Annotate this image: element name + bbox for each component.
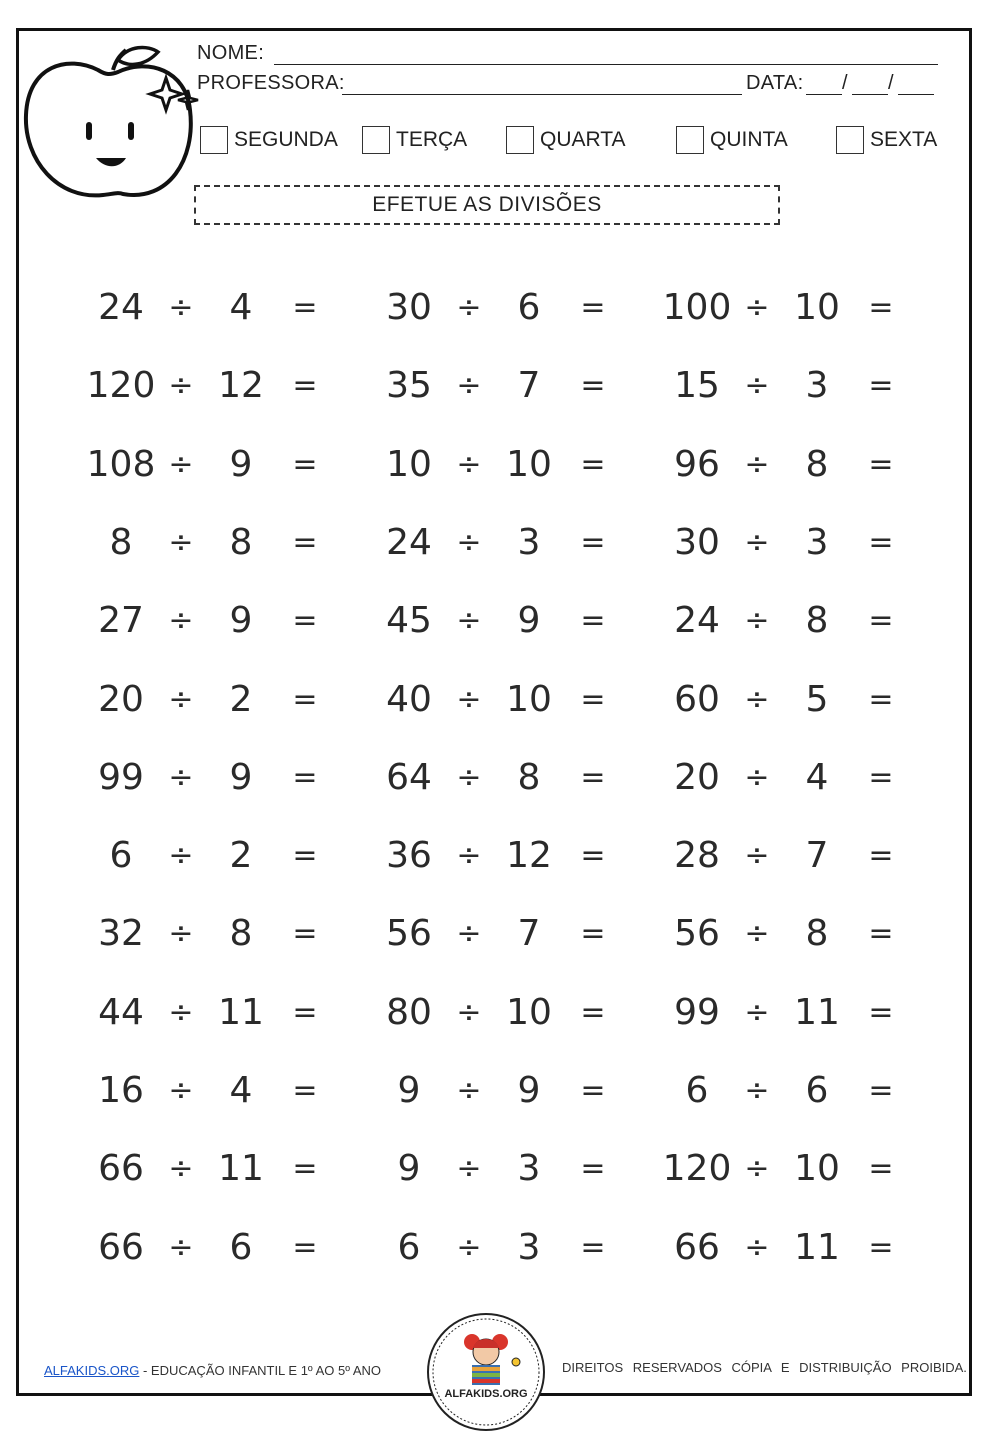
equals-sign: =	[868, 1151, 894, 1186]
dividend: 100	[662, 287, 732, 328]
dividend: 35	[386, 365, 432, 406]
day-option-quinta[interactable]	[676, 126, 788, 154]
divisor: 10	[506, 444, 552, 485]
dividend: 56	[386, 913, 432, 954]
equals-sign: =	[292, 682, 318, 717]
equals-sign: =	[292, 603, 318, 638]
dividend: 56	[674, 913, 720, 954]
day-option-segunda[interactable]	[200, 126, 338, 154]
equals-sign: =	[580, 368, 606, 403]
dividend: 9	[397, 1070, 421, 1111]
equals-sign: =	[292, 290, 318, 325]
site-link[interactable]: ALFAKIDS.ORG	[44, 1363, 140, 1378]
divisor: 6	[517, 287, 541, 328]
day-label: SEXTA	[870, 128, 938, 151]
dividend: 60	[674, 679, 720, 720]
divide-sign: ÷	[744, 447, 770, 482]
date-separator: /	[888, 72, 894, 94]
divide-sign: ÷	[744, 1073, 770, 1108]
name-field[interactable]	[274, 64, 938, 65]
dividend: 24	[674, 600, 720, 641]
equals-sign: =	[580, 995, 606, 1030]
divisor: 3	[517, 1227, 541, 1268]
divide-sign: ÷	[744, 603, 770, 638]
divide-sign: ÷	[744, 760, 770, 795]
alfakids-logo	[424, 1310, 548, 1434]
equals-sign: =	[292, 447, 318, 482]
divisor: 6	[229, 1227, 253, 1268]
divide-sign: ÷	[456, 838, 482, 873]
logo-text: ALFAKIDS.ORG	[444, 1388, 528, 1400]
dividend: 120	[662, 1148, 732, 1189]
dividend: 96	[674, 444, 720, 485]
divide-sign: ÷	[744, 1230, 770, 1265]
divisor: 9	[229, 600, 253, 641]
dividend: 24	[98, 287, 144, 328]
divisor: 9	[229, 444, 253, 485]
divisor: 3	[805, 365, 829, 406]
day-label: SEGUNDA	[234, 128, 338, 151]
divide-sign: ÷	[168, 1230, 194, 1265]
date-separator: /	[842, 72, 848, 94]
divisor: 9	[517, 600, 541, 641]
divisor: 3	[517, 1148, 541, 1189]
checkbox[interactable]	[362, 126, 390, 154]
divisor: 7	[805, 835, 829, 876]
equals-sign: =	[580, 682, 606, 717]
divisor: 3	[805, 522, 829, 563]
dividend: 99	[674, 992, 720, 1033]
equals-sign: =	[292, 838, 318, 873]
divide-sign: ÷	[456, 1073, 482, 1108]
dividend: 24	[386, 522, 432, 563]
divide-sign: ÷	[168, 603, 194, 638]
apple-face-icon	[18, 40, 208, 200]
dividend: 66	[674, 1227, 720, 1268]
equals-sign: =	[868, 1073, 894, 1108]
divisor: 8	[805, 913, 829, 954]
dividend: 32	[98, 913, 144, 954]
divisor: 7	[517, 913, 541, 954]
weekday-options	[200, 126, 950, 160]
equals-sign: =	[868, 682, 894, 717]
divisor: 4	[229, 287, 253, 328]
day-label: QUARTA	[540, 128, 626, 151]
checkbox[interactable]	[200, 126, 228, 154]
dividend: 44	[98, 992, 144, 1033]
divisor: 12	[506, 835, 552, 876]
divisor: 8	[805, 444, 829, 485]
teacher-label: PROFESSORA:	[197, 72, 345, 94]
equals-sign: =	[868, 447, 894, 482]
divisor: 11	[218, 1148, 264, 1189]
divisor: 9	[229, 757, 253, 798]
divisor: 6	[805, 1070, 829, 1111]
divide-sign: ÷	[744, 682, 770, 717]
dividend: 20	[98, 679, 144, 720]
divisor: 4	[229, 1070, 253, 1111]
divide-sign: ÷	[456, 290, 482, 325]
divide-sign: ÷	[456, 682, 482, 717]
dividend: 27	[98, 600, 144, 641]
equals-sign: =	[580, 760, 606, 795]
equals-sign: =	[868, 368, 894, 403]
dividend: 20	[674, 757, 720, 798]
divisor: 11	[218, 992, 264, 1033]
divisor: 8	[517, 757, 541, 798]
dividend: 45	[386, 600, 432, 641]
divide-sign: ÷	[456, 525, 482, 560]
equals-sign: =	[868, 1230, 894, 1265]
divide-sign: ÷	[168, 916, 194, 951]
divisor: 10	[794, 287, 840, 328]
dividend: 6	[109, 835, 133, 876]
date-year-field[interactable]	[898, 94, 934, 95]
divisor: 12	[218, 365, 264, 406]
divide-sign: ÷	[168, 682, 194, 717]
divide-sign: ÷	[456, 995, 482, 1030]
equals-sign: =	[868, 760, 894, 795]
equals-sign: =	[292, 1230, 318, 1265]
day-option-quarta[interactable]	[506, 126, 626, 154]
date-month-field[interactable]	[852, 94, 888, 95]
dividend: 6	[685, 1070, 709, 1111]
divide-sign: ÷	[168, 995, 194, 1030]
divisor: 8	[805, 600, 829, 641]
equals-sign: =	[580, 1151, 606, 1186]
day-option-terca[interactable]	[362, 126, 467, 154]
equals-sign: =	[868, 838, 894, 873]
equals-sign: =	[868, 916, 894, 951]
divide-sign: ÷	[456, 368, 482, 403]
divisor: 11	[794, 992, 840, 1033]
day-label: QUINTA	[710, 128, 788, 151]
equals-sign: =	[580, 290, 606, 325]
dividend: 108	[86, 444, 156, 485]
dividend: 30	[386, 287, 432, 328]
divisor: 2	[229, 835, 253, 876]
equals-sign: =	[868, 290, 894, 325]
day-option-sexta[interactable]	[836, 126, 937, 154]
dividend: 99	[98, 757, 144, 798]
divisor: 5	[805, 679, 829, 720]
dividend: 66	[98, 1148, 144, 1189]
equals-sign: =	[292, 525, 318, 560]
divisor: 10	[506, 992, 552, 1033]
dividend: 8	[109, 522, 133, 563]
dividend: 10	[386, 444, 432, 485]
divide-sign: ÷	[744, 1151, 770, 1186]
dividend: 66	[98, 1227, 144, 1268]
divide-sign: ÷	[744, 368, 770, 403]
divisor: 10	[506, 679, 552, 720]
equals-sign: =	[580, 603, 606, 638]
dividend: 80	[386, 992, 432, 1033]
divide-sign: ÷	[456, 916, 482, 951]
dividend: 15	[674, 365, 720, 406]
divide-sign: ÷	[168, 368, 194, 403]
divide-sign: ÷	[456, 603, 482, 638]
divide-sign: ÷	[744, 916, 770, 951]
divide-sign: ÷	[168, 1073, 194, 1108]
divisor: 10	[794, 1148, 840, 1189]
dividend: 16	[98, 1070, 144, 1111]
divisor: 11	[794, 1227, 840, 1268]
checkbox[interactable]	[676, 126, 704, 154]
equals-sign: =	[292, 1151, 318, 1186]
divisor: 8	[229, 913, 253, 954]
divide-sign: ÷	[744, 290, 770, 325]
equals-sign: =	[292, 368, 318, 403]
divide-sign: ÷	[168, 1151, 194, 1186]
equals-sign: =	[868, 995, 894, 1030]
divisor: 2	[229, 679, 253, 720]
equals-sign: =	[580, 525, 606, 560]
footer-left-text: - EDUCAÇÃO INFANTIL E 1º AO 5º ANO	[139, 1363, 382, 1378]
divide-sign: ÷	[168, 525, 194, 560]
dividend: 64	[386, 757, 432, 798]
instruction-box	[194, 185, 780, 225]
divide-sign: ÷	[744, 525, 770, 560]
day-label: TERÇA	[396, 128, 468, 151]
divisor: 8	[229, 522, 253, 563]
divisor: 4	[805, 757, 829, 798]
equals-sign: =	[292, 760, 318, 795]
divide-sign: ÷	[168, 447, 194, 482]
footer-right-text: DIREITOS RESERVADOS CÓPIA E DISTRIBUIÇÃO PROIBIDA.	[562, 1360, 967, 1375]
equals-sign: =	[580, 1230, 606, 1265]
dividend: 30	[674, 522, 720, 563]
footer-left	[44, 1363, 381, 1378]
divisor: 9	[517, 1070, 541, 1111]
divide-sign: ÷	[456, 1151, 482, 1186]
equals-sign: =	[580, 838, 606, 873]
dividend: 9	[397, 1148, 421, 1189]
dividend: 36	[386, 835, 432, 876]
teacher-field[interactable]	[342, 94, 742, 95]
equals-sign: =	[292, 916, 318, 951]
divide-sign: ÷	[744, 838, 770, 873]
checkbox[interactable]	[506, 126, 534, 154]
dividend: 28	[674, 835, 720, 876]
divide-sign: ÷	[168, 838, 194, 873]
equals-sign: =	[580, 916, 606, 951]
equals-sign: =	[868, 525, 894, 560]
divisor: 7	[517, 365, 541, 406]
divide-sign: ÷	[168, 760, 194, 795]
equals-sign: =	[580, 447, 606, 482]
divide-sign: ÷	[744, 995, 770, 1030]
dividend: 40	[386, 679, 432, 720]
dividend: 6	[397, 1227, 421, 1268]
date-label: DATA:	[746, 72, 804, 94]
divide-sign: ÷	[456, 447, 482, 482]
date-day-field[interactable]	[806, 94, 842, 95]
dividend: 120	[86, 365, 156, 406]
divide-sign: ÷	[456, 760, 482, 795]
divide-sign: ÷	[168, 290, 194, 325]
divide-sign: ÷	[456, 1230, 482, 1265]
equals-sign: =	[292, 1073, 318, 1108]
instruction-text: EFETUE AS DIVISÕES	[372, 193, 602, 216]
checkbox[interactable]	[836, 126, 864, 154]
divisor: 3	[517, 522, 541, 563]
equals-sign: =	[292, 995, 318, 1030]
name-label: NOME:	[197, 42, 265, 64]
equals-sign: =	[868, 603, 894, 638]
equals-sign: =	[580, 1073, 606, 1108]
